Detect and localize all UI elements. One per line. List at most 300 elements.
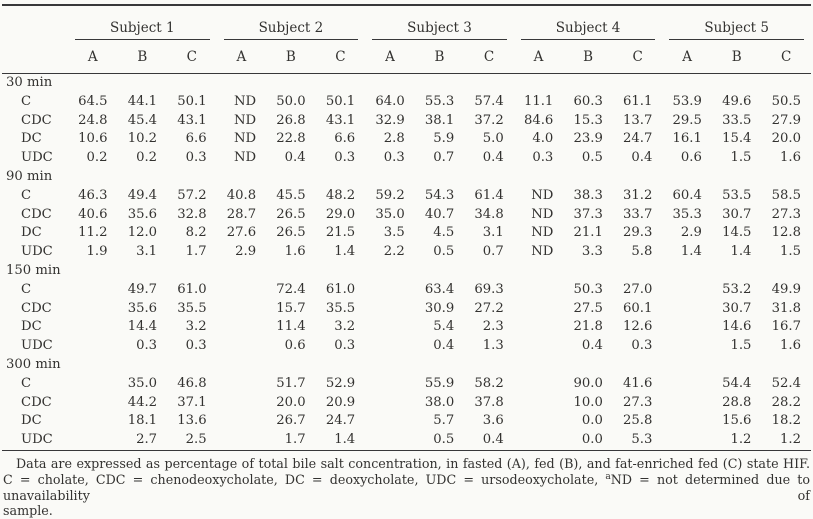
value-cell: 50.0 <box>276 93 306 109</box>
value-cell: 52.9 <box>325 375 356 391</box>
footnote-line-2 <box>3 472 810 504</box>
value-cell <box>68 394 118 413</box>
table-footnote <box>3 451 810 519</box>
value-cell <box>662 300 712 319</box>
footnote-line-1: Data are expressed as percentage of total bile salt concentration, in fasted (A), fed (B), and fat-enriched fed (C) state HIF. <box>16 455 810 471</box>
value-cell: 1.6 <box>780 150 801 166</box>
value-cell: 48.2 <box>325 187 356 203</box>
value-cell: 23.9 <box>573 131 603 147</box>
bile-salt-row-label: C <box>21 375 32 391</box>
bile-salt-row-label: CDC <box>21 394 52 410</box>
value-cell: 1.9 <box>86 244 108 260</box>
value-cell: 32.9 <box>375 112 405 128</box>
bile-salt-row-label: DC <box>21 131 42 147</box>
bile-salt-row-label: DC <box>21 413 42 429</box>
value-cell: 26.8 <box>276 112 306 128</box>
value-cell: ND <box>531 206 554 222</box>
table-row <box>2 130 811 149</box>
value-cell: ND <box>234 93 257 109</box>
time-group-label: 300 min <box>6 356 61 372</box>
value-cell: 43.1 <box>325 112 356 128</box>
footnote-abbreviations-text: C = cholate, CDC = chenodeoxycholate, DC = deoxycholate, UDC = ursodeoxycholate, <box>3 471 606 487</box>
value-cell: 21.8 <box>573 319 603 335</box>
value-cell: 0.3 <box>136 338 158 354</box>
table-body <box>2 74 811 451</box>
value-cell: 27.3 <box>623 394 653 410</box>
time-group-row <box>2 168 811 187</box>
value-cell: 14.4 <box>127 319 158 335</box>
value-cell: 12.0 <box>127 225 158 241</box>
value-cell: 33.5 <box>722 112 752 128</box>
value-cell: 4.0 <box>532 131 554 147</box>
value-cell <box>68 318 118 337</box>
value-cell: 27.0 <box>623 281 653 297</box>
value-cell: 35.5 <box>177 300 207 316</box>
value-cell: 1.7 <box>284 432 306 448</box>
value-cell: 54.3 <box>424 187 455 203</box>
value-cell: 11.4 <box>276 319 306 335</box>
footnote-nd-definition-text: ND = not determined due to unavailability of <box>3 471 810 503</box>
value-cell: 12.6 <box>623 319 653 335</box>
value-cell: 1.5 <box>730 150 752 166</box>
value-cell <box>365 375 415 394</box>
value-cell: 58.5 <box>771 187 801 203</box>
table-row <box>2 149 811 168</box>
value-cell: 15.4 <box>722 131 752 147</box>
value-cell: 0.3 <box>631 338 653 354</box>
value-cell <box>365 318 415 337</box>
value-cell: 45.4 <box>127 112 158 128</box>
bile-salt-row-label: C <box>21 93 32 109</box>
value-cell: 44.1 <box>127 93 158 109</box>
value-cell <box>514 412 564 431</box>
value-cell: 46.3 <box>78 187 108 203</box>
value-cell: 2.2 <box>383 244 405 260</box>
value-cell: 24.7 <box>623 131 653 147</box>
time-group-row <box>2 356 811 375</box>
value-cell: 3.2 <box>185 319 207 335</box>
value-cell: ND <box>234 131 257 147</box>
value-cell: 32.8 <box>177 206 207 222</box>
value-cell: 20.9 <box>325 394 356 410</box>
value-cell: 3.1 <box>136 244 158 260</box>
value-cell: 2.7 <box>136 432 158 448</box>
value-cell: 15.3 <box>573 112 603 128</box>
value-cell: 0.3 <box>334 150 356 166</box>
value-cell: 40.8 <box>226 187 257 203</box>
bile-salt-concentration-table <box>2 4 811 451</box>
value-cell: 3.5 <box>383 225 405 241</box>
value-cell: 40.7 <box>424 206 455 222</box>
subject-header <box>662 5 811 40</box>
value-cell <box>365 281 415 300</box>
bile-salt-row-label: C <box>21 281 32 297</box>
time-group-row <box>2 74 811 93</box>
value-cell: 49.7 <box>127 281 158 297</box>
value-cell: 27.5 <box>573 300 603 316</box>
value-cell <box>514 337 564 356</box>
value-cell <box>662 412 712 431</box>
value-cell: 1.4 <box>334 244 356 260</box>
value-cell: 35.6 <box>127 300 158 316</box>
subject-label: Subject 3 <box>372 20 507 40</box>
value-cell: 37.1 <box>177 394 207 410</box>
value-cell: 53.2 <box>722 281 752 297</box>
table-row <box>2 93 811 112</box>
value-cell: 13.6 <box>177 413 207 429</box>
value-cell: 27.9 <box>771 112 801 128</box>
value-cell: 0.3 <box>185 338 207 354</box>
value-cell: 1.5 <box>730 338 752 354</box>
value-cell: 60.1 <box>623 300 653 316</box>
condition-column-header: C <box>761 40 811 74</box>
condition-column-header: C <box>464 40 514 74</box>
value-cell: 5.0 <box>482 131 504 147</box>
time-group-label: 90 min <box>6 168 53 184</box>
value-cell <box>514 318 564 337</box>
value-cell <box>68 337 118 356</box>
value-cell: 60.3 <box>573 93 603 109</box>
condition-column-header: A <box>68 40 118 74</box>
value-cell: 46.8 <box>177 375 207 391</box>
bile-salt-row-label: C <box>21 187 32 203</box>
value-cell <box>662 375 712 394</box>
value-cell: 55.9 <box>424 375 455 391</box>
condition-column-header: A <box>217 40 267 74</box>
value-cell: 41.6 <box>623 375 653 391</box>
value-cell: 14.6 <box>722 319 752 335</box>
value-cell: 0.3 <box>383 150 405 166</box>
value-cell <box>662 337 712 356</box>
subject-label: Subject 4 <box>521 20 656 40</box>
condition-column-header: B <box>563 40 613 74</box>
table-row <box>2 394 811 413</box>
value-cell: 5.3 <box>631 432 653 448</box>
value-cell: 90.0 <box>573 375 603 391</box>
value-cell: 13.7 <box>623 112 653 128</box>
value-cell: ND <box>234 112 257 128</box>
value-cell <box>514 431 564 450</box>
value-cell: 29.3 <box>623 225 653 241</box>
condition-column-header: C <box>167 40 217 74</box>
value-cell: 1.5 <box>780 244 801 260</box>
table-row <box>2 112 811 131</box>
value-cell: 18.2 <box>771 413 801 429</box>
value-cell: 20.0 <box>771 131 801 147</box>
value-cell: 11.2 <box>78 225 108 241</box>
value-cell: 61.0 <box>177 281 207 297</box>
subject-header <box>365 5 514 40</box>
value-cell <box>662 394 712 413</box>
value-cell: 0.7 <box>482 244 504 260</box>
value-cell: 50.1 <box>325 93 356 109</box>
value-cell: 3.1 <box>482 225 504 241</box>
footnote-line-3: sample. <box>3 503 53 519</box>
value-cell: 0.7 <box>433 150 455 166</box>
value-cell: 38.1 <box>424 112 455 128</box>
value-cell: 1.4 <box>730 244 752 260</box>
value-cell: 11.1 <box>523 93 554 109</box>
value-cell <box>365 300 415 319</box>
value-cell: 2.9 <box>235 244 257 260</box>
value-cell: 5.7 <box>433 413 455 429</box>
table-row <box>2 300 811 319</box>
value-cell: 1.3 <box>482 338 504 354</box>
value-cell: 0.2 <box>136 150 158 166</box>
value-cell: 60.4 <box>672 187 702 203</box>
value-cell: 57.2 <box>177 187 207 203</box>
value-cell: 0.5 <box>581 150 603 166</box>
value-cell: 64.0 <box>375 93 405 109</box>
bile-salt-row-label: DC <box>21 319 42 335</box>
corner-cell <box>2 40 68 74</box>
value-cell: 44.2 <box>127 394 158 410</box>
time-group-label: 30 min <box>6 75 53 90</box>
value-cell: 2.5 <box>185 432 207 448</box>
table-row <box>2 431 811 450</box>
value-cell: 21.1 <box>573 225 603 241</box>
value-cell: 27.2 <box>474 300 504 316</box>
value-cell <box>514 281 564 300</box>
value-cell <box>365 337 415 356</box>
value-cell <box>514 300 564 319</box>
value-cell: 16.1 <box>672 131 702 147</box>
table-row <box>2 337 811 356</box>
condition-column-header: C <box>613 40 663 74</box>
value-cell: 29.5 <box>672 112 702 128</box>
value-cell: 5.4 <box>433 319 455 335</box>
time-group-row <box>2 262 811 281</box>
value-cell: 8.2 <box>185 225 207 241</box>
value-cell: ND <box>531 225 554 241</box>
table-row <box>2 224 811 243</box>
value-cell: 0.5 <box>433 244 455 260</box>
table-row <box>2 375 811 394</box>
value-cell: 30.7 <box>722 206 752 222</box>
table-row <box>2 281 811 300</box>
time-group-label: 150 min <box>6 262 61 278</box>
value-cell: 49.9 <box>771 281 801 297</box>
value-cell: 50.5 <box>771 93 801 109</box>
value-cell <box>217 337 267 356</box>
value-cell: ND <box>234 150 257 166</box>
value-cell: 37.8 <box>474 394 504 410</box>
value-cell: 26.5 <box>276 206 306 222</box>
value-cell: 50.3 <box>573 281 603 297</box>
corner-cell <box>2 5 68 40</box>
value-cell <box>365 394 415 413</box>
value-cell: 2.3 <box>482 319 504 335</box>
value-cell: 0.4 <box>631 150 653 166</box>
value-cell: 28.7 <box>226 206 257 222</box>
value-cell: 0.0 <box>581 413 603 429</box>
value-cell: 20.0 <box>276 394 306 410</box>
value-cell: 38.0 <box>424 394 455 410</box>
value-cell <box>68 375 118 394</box>
subject-label: Subject 1 <box>75 20 210 40</box>
bile-salt-row-label: CDC <box>21 300 52 316</box>
condition-column-header: B <box>712 40 762 74</box>
value-cell: 26.5 <box>276 225 306 241</box>
value-cell: 61.4 <box>474 187 504 203</box>
subject-header <box>68 5 217 40</box>
value-cell: 2.9 <box>680 225 702 241</box>
value-cell: 53.5 <box>722 187 752 203</box>
value-cell: 1.2 <box>730 432 752 448</box>
value-cell: 0.2 <box>86 150 108 166</box>
value-cell: 0.4 <box>581 338 603 354</box>
value-cell: 52.4 <box>771 375 801 391</box>
value-cell: 5.8 <box>631 244 653 260</box>
condition-column-header: B <box>266 40 316 74</box>
value-cell: 63.4 <box>424 281 455 297</box>
value-cell: 31.2 <box>623 187 653 203</box>
value-cell: 1.7 <box>185 244 207 260</box>
table-row <box>2 243 811 262</box>
value-cell: 0.6 <box>680 150 702 166</box>
bile-salt-row-label: CDC <box>21 112 52 128</box>
value-cell: 22.8 <box>276 131 306 147</box>
value-cell: 3.2 <box>334 319 356 335</box>
value-cell: 72.4 <box>276 281 306 297</box>
value-cell: 43.1 <box>177 112 207 128</box>
value-cell <box>68 281 118 300</box>
subject-label: Subject 2 <box>224 20 359 40</box>
value-cell <box>68 431 118 450</box>
value-cell: 0.3 <box>185 150 207 166</box>
value-cell: 51.7 <box>276 375 306 391</box>
condition-column-header: B <box>118 40 168 74</box>
value-cell: 30.9 <box>424 300 455 316</box>
subject-header <box>217 5 366 40</box>
value-cell <box>662 431 712 450</box>
value-cell <box>662 281 712 300</box>
value-cell: 61.0 <box>325 281 356 297</box>
value-cell: 0.3 <box>334 338 356 354</box>
value-cell: 6.6 <box>334 131 356 147</box>
value-cell: 4.5 <box>433 225 455 241</box>
footnote-superscript-a: a <box>605 471 611 482</box>
value-cell: 10.2 <box>127 131 158 147</box>
value-cell: 35.5 <box>325 300 356 316</box>
value-cell: 2.8 <box>383 131 405 147</box>
value-cell: 49.4 <box>127 187 158 203</box>
value-cell: 1.6 <box>780 338 801 354</box>
table-row <box>2 187 811 206</box>
value-cell: 6.6 <box>185 131 207 147</box>
value-cell: 1.4 <box>334 432 356 448</box>
table-row <box>2 206 811 225</box>
condition-column-header: C <box>316 40 366 74</box>
value-cell: 0.5 <box>433 432 455 448</box>
value-cell: 61.1 <box>623 93 653 109</box>
value-cell: 0.6 <box>284 338 306 354</box>
value-cell: 35.6 <box>127 206 158 222</box>
value-cell: 49.6 <box>722 93 752 109</box>
bile-salt-row-label: DC <box>21 225 42 241</box>
value-cell: 45.5 <box>276 187 306 203</box>
value-cell: 18.1 <box>127 413 158 429</box>
value-cell: 3.3 <box>581 244 603 260</box>
value-cell: 0.0 <box>581 432 603 448</box>
table-row <box>2 318 811 337</box>
value-cell: 21.5 <box>325 225 356 241</box>
bile-salt-row-label: UDC <box>21 244 53 260</box>
value-cell: 58.2 <box>474 375 504 391</box>
value-cell: 31.8 <box>771 300 801 316</box>
value-cell: 10.0 <box>573 394 603 410</box>
subject-header <box>514 5 663 40</box>
bile-salt-row-label: UDC <box>21 150 53 166</box>
value-cell <box>68 412 118 431</box>
value-cell: 15.6 <box>722 413 752 429</box>
value-cell: 33.7 <box>623 206 653 222</box>
value-cell: 64.5 <box>78 93 108 109</box>
value-cell: 35.0 <box>375 206 405 222</box>
value-cell: 35.3 <box>672 206 702 222</box>
value-cell <box>217 281 267 300</box>
value-cell: 0.4 <box>284 150 306 166</box>
value-cell: 37.3 <box>573 206 603 222</box>
value-cell: 55.3 <box>424 93 455 109</box>
value-cell <box>662 318 712 337</box>
value-cell: 16.7 <box>771 319 801 335</box>
value-cell: 84.6 <box>523 112 554 128</box>
value-cell: 40.6 <box>78 206 108 222</box>
value-cell: 0.4 <box>482 150 504 166</box>
value-cell: 69.3 <box>474 281 504 297</box>
value-cell <box>217 431 267 450</box>
value-cell: 24.7 <box>325 413 356 429</box>
value-cell <box>365 412 415 431</box>
value-cell: 10.6 <box>78 131 108 147</box>
value-cell: 27.6 <box>226 225 257 241</box>
condition-column-header: A <box>365 40 415 74</box>
value-cell: 26.7 <box>276 413 306 429</box>
value-cell: 24.8 <box>78 112 108 128</box>
condition-column-header: B <box>415 40 465 74</box>
condition-column-header: A <box>662 40 712 74</box>
value-cell: 0.3 <box>532 150 554 166</box>
value-cell: 29.0 <box>325 206 356 222</box>
value-cell: 12.8 <box>771 225 801 241</box>
bile-salt-row-label: UDC <box>21 432 53 448</box>
value-cell: 0.4 <box>433 338 455 354</box>
value-cell: 0.4 <box>482 432 504 448</box>
condition-column-header: A <box>514 40 564 74</box>
value-cell: 28.2 <box>771 394 801 410</box>
value-cell: ND <box>531 244 554 260</box>
value-cell <box>217 412 267 431</box>
value-cell: 1.2 <box>780 432 801 448</box>
value-cell: 38.3 <box>573 187 603 203</box>
value-cell <box>68 300 118 319</box>
value-cell: 30.7 <box>722 300 752 316</box>
value-cell: 59.2 <box>375 187 405 203</box>
bile-salt-row-label: CDC <box>21 206 52 222</box>
value-cell: 34.8 <box>474 206 504 222</box>
value-cell: 54.4 <box>722 375 752 391</box>
value-cell <box>217 300 267 319</box>
table-row <box>2 412 811 431</box>
value-cell <box>217 375 267 394</box>
value-cell: 37.2 <box>474 112 504 128</box>
value-cell <box>217 318 267 337</box>
value-cell: 14.5 <box>722 225 752 241</box>
value-cell: 27.3 <box>771 206 801 222</box>
value-cell <box>514 394 564 413</box>
value-cell: 3.6 <box>482 413 504 429</box>
